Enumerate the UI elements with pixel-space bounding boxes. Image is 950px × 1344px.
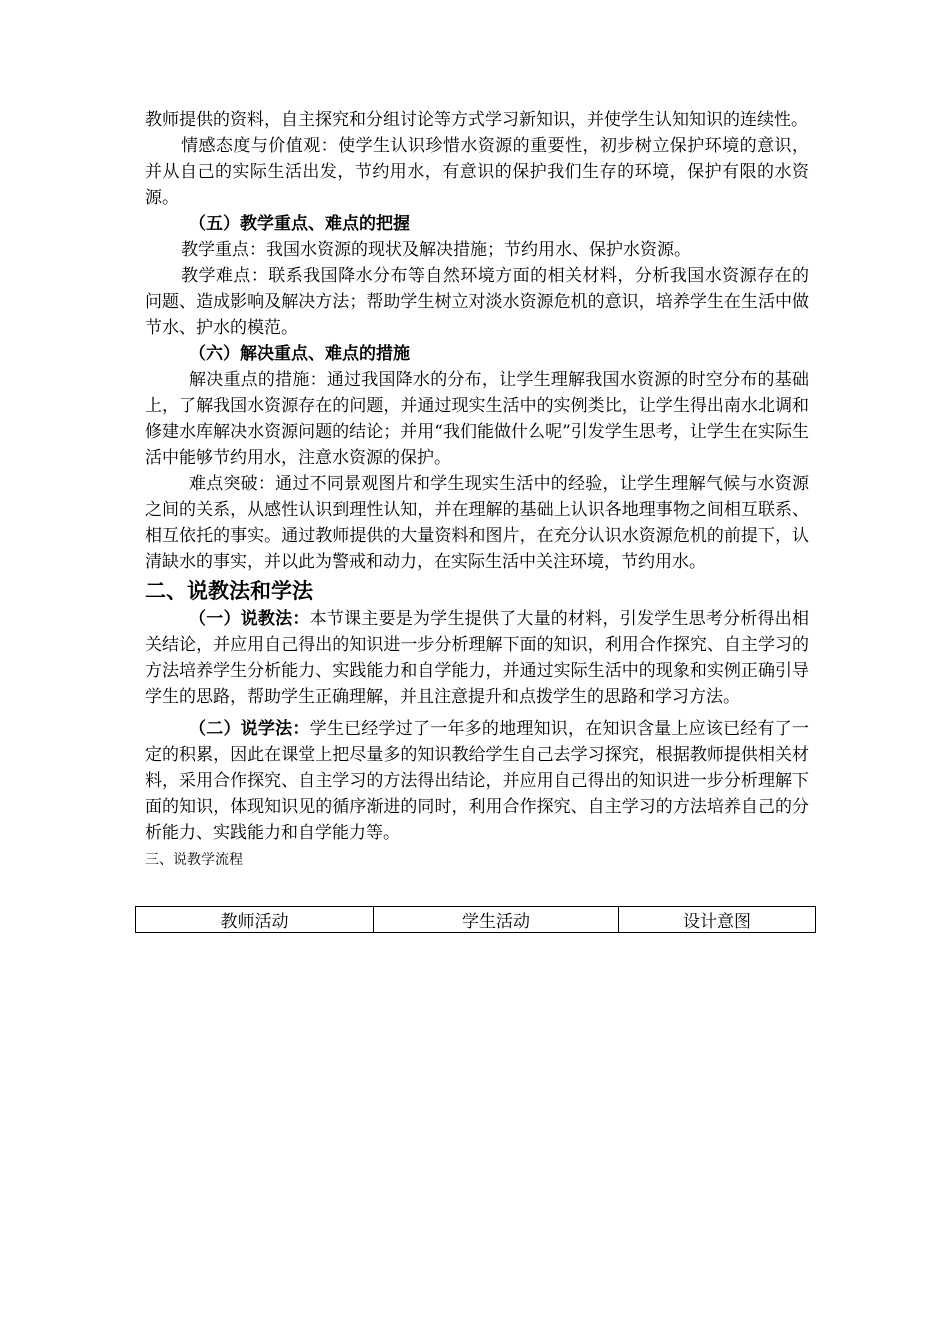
paragraph-knowledge-continuation: 教师提供的资料，自主探究和分组讨论等方式学习新知识，并使学生认知知识的连续性。 bbox=[145, 110, 808, 130]
paragraph-emotion-values: 情感态度与价值观：使学生认识珍惜水资源的重要性，初步树立保护环境的意识，并从自己的实际生活出发，节约用水，有意识的保护我们生存的环境，保护有限的水资源。 bbox=[145, 136, 809, 208]
table-header-teacher-activity: 教师活动 bbox=[136, 907, 374, 933]
heading-key-difficult-points: （五）教学重点、难点的把握 bbox=[189, 214, 410, 234]
document-body bbox=[145, 107, 809, 870]
paragraph-difficulty-breakthrough: 难点突破：通过不同景观图片和学生现实生活中的经验，让学生理解气候与水资源之间的关系，从感性认识到理性认知，并在理解的基础上认识各地理事物之间相互联系、相互依托的事实。通过教师提供的大量资料和图片，在充分认识水资源危机的前提下，认清缺水的事实，并以此为警戒和动力，在实际生活中关注环境，节约用水。 bbox=[145, 474, 809, 572]
paragraph-learning-method bbox=[145, 716, 809, 846]
table-header-row bbox=[136, 907, 816, 933]
paragraph-difficult-points: 教学难点：联系我国降水分布等自然环境方面的相关材料，分析我国水资源存在的问题、造成影响及解决方法；帮助学生树立对淡水资源危机的意识，培养学生在生活中做节水、护水的模范。 bbox=[145, 266, 809, 338]
teaching-method-label: （一）说教法： bbox=[189, 609, 310, 629]
section-heading-methods: 二、说教法和学法 bbox=[145, 578, 313, 603]
paragraph-key-measures: 解决重点的措施：通过我国降水的分布，让学生理解我国水资源的时空分布的基础上，了解我国水资源存在的问题，并通过现实生活中的实例类比，让学生得出南水北调和修建水库解决水资源问题的结论；并用“我们能做什么呢”引发学生思考，让学生在实际生活中能够节约用水，注意水资源的保护。 bbox=[145, 370, 809, 468]
paragraph-teaching-method bbox=[145, 606, 809, 710]
table-header-student-activity: 学生活动 bbox=[374, 907, 619, 933]
teaching-method-text: 本节课主要是为学生提供了大量的材料，引发学生思考分析得出相关结论，并应用自己得出的知识进一步分析理解下面的知识，利用合作探究、自主学习的方法培养学生分析能力、实践能力和自学能力，并通过实际生活中的现象和实例正确引导学生的思路，帮助学生正确理解，并且注意提升和点拨学生的思路和学习方法。 bbox=[145, 609, 810, 707]
teaching-flow-table bbox=[135, 906, 816, 933]
section-heading-teaching-flow: 三、说教学流程 bbox=[145, 852, 243, 868]
learning-method-label: （二）说学法： bbox=[189, 719, 310, 739]
paragraph-key-points: 教学重点：我国水资源的现状及解决措施；节约用水、保护水资源。 bbox=[181, 240, 691, 260]
learning-method-text: 学生已经学过了一年多的地理知识，在知识含量上应该已经有了一定的积累，因此在课堂上把尽量多的知识教给学生自己去学习探究，根据教师提供相关材料，采用合作探究、自主学习的方法得出结论，并应用自己得出的知识进一步分析理解下面的知识，体现知识见的循序渐进的同时，利用合作探究、自主学习的方法培养自己的分析能力、实践能力和自学能力等。 bbox=[145, 719, 810, 843]
heading-solution-measures: （六）解决重点、难点的措施 bbox=[189, 344, 410, 364]
table-header-design-intent: 设计意图 bbox=[619, 907, 816, 933]
